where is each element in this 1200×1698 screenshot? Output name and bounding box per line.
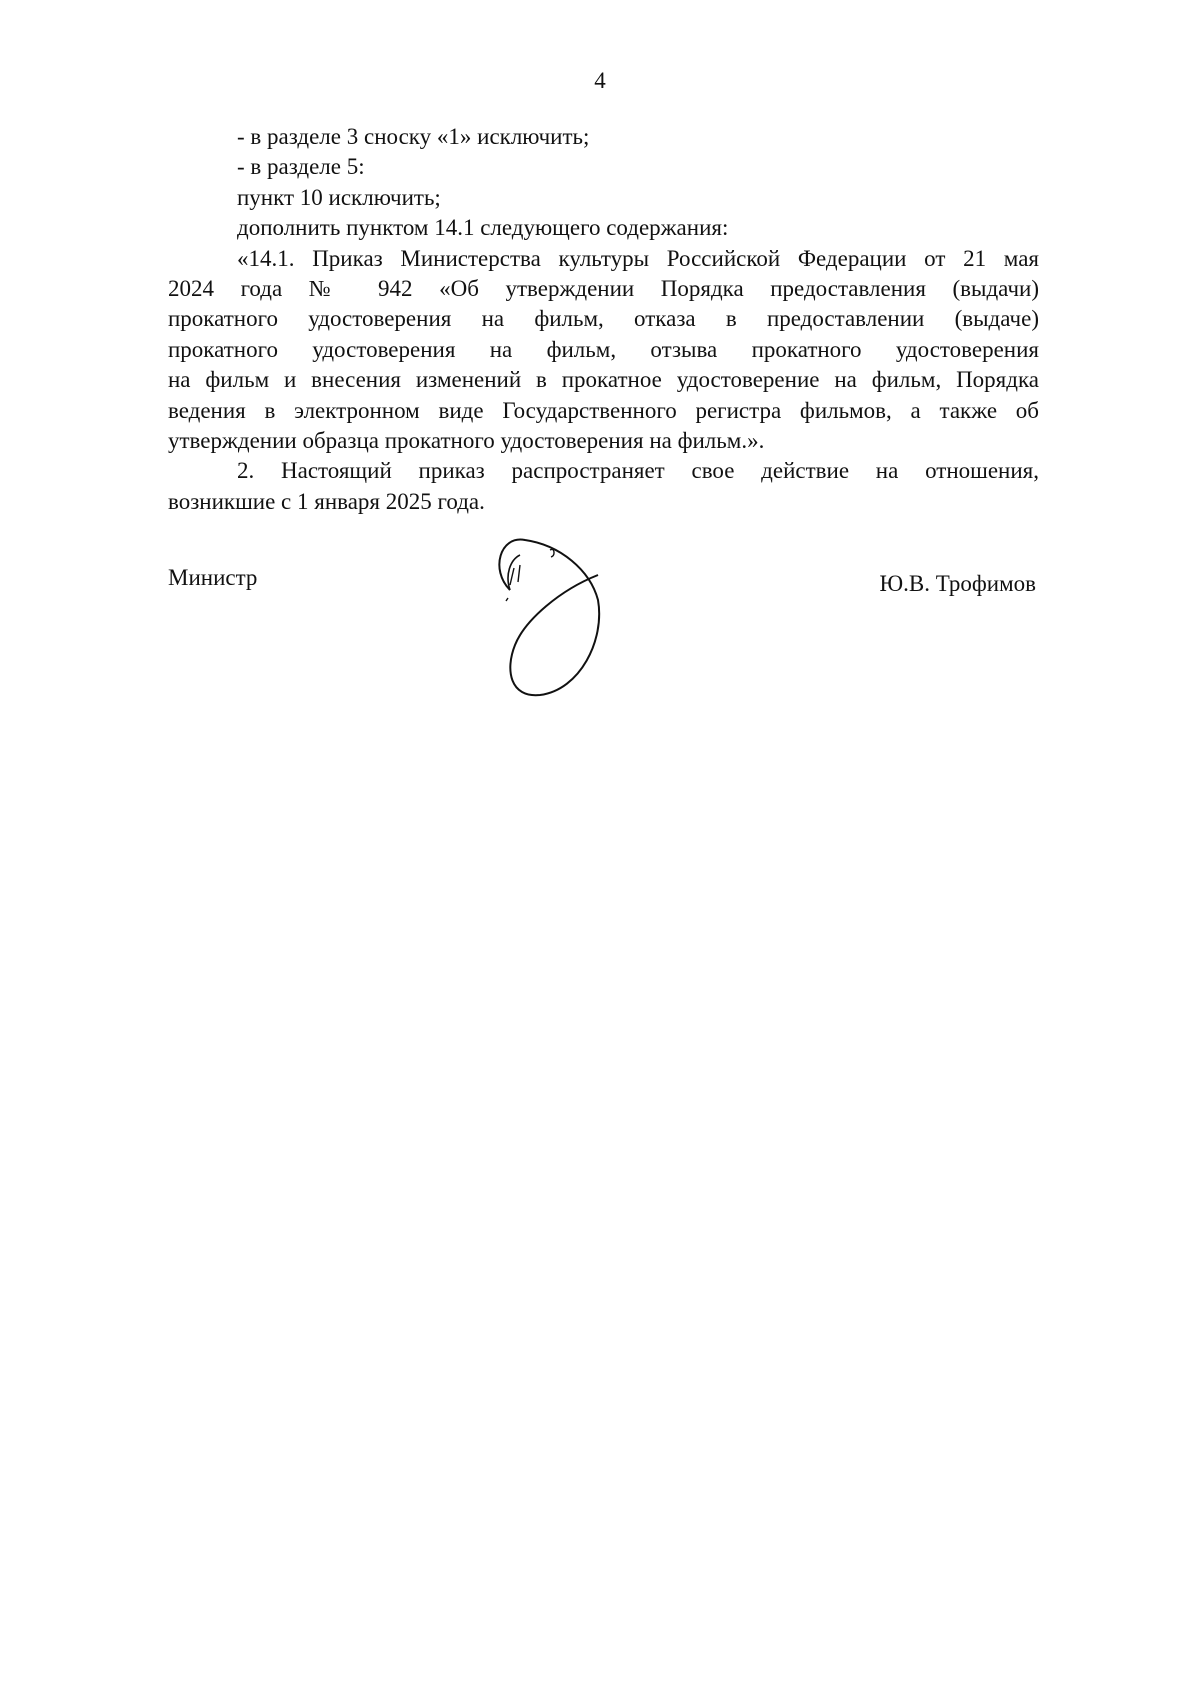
quote-line: на фильм и внесения изменений в прокатное удостоверение на фильм, Порядка [168, 367, 1039, 393]
clause-2-line: 2. Настоящий приказ распространяет свое действие на отношения, [237, 458, 1039, 484]
clause-2-line: возникшие с 1 января 2025 года. [168, 488, 485, 514]
quote-line: прокатного удостоверения на фильм, отзыва прокатного удостоверения [168, 336, 1039, 362]
amendment-item: - в разделе 3 сноску «1» исключить; [237, 124, 590, 149]
amendment-item: - в разделе 5: [237, 154, 365, 180]
quote-line: «14.1. Приказ Министерства культуры Российской Федерации от 21 мая [237, 245, 1039, 271]
amendment-item: дополнить пунктом 14.1 следующего содержания: [237, 215, 729, 241]
signatory-role: Министр [168, 565, 258, 590]
quote-line: 2024 года № 942 «Об утверждении Порядка предоставления (выдачи) [168, 276, 1039, 302]
quote-line: прокатного удостоверения на фильм, отказа в предоставлении (выдаче) [168, 306, 1039, 332]
handwritten-signature [480, 530, 620, 705]
quote-line: ведения в электронном виде Государственного регистра фильмов, а также об [168, 397, 1039, 423]
amendment-item: пункт 10 исключить; [237, 184, 441, 210]
document-body [168, 122, 1039, 517]
signatory-name: Ю.В. Трофимов [879, 571, 1036, 596]
quote-line: утверждении образца прокатного удостоверения на фильм.». [168, 428, 765, 454]
page-number: 4 [594, 68, 606, 93]
